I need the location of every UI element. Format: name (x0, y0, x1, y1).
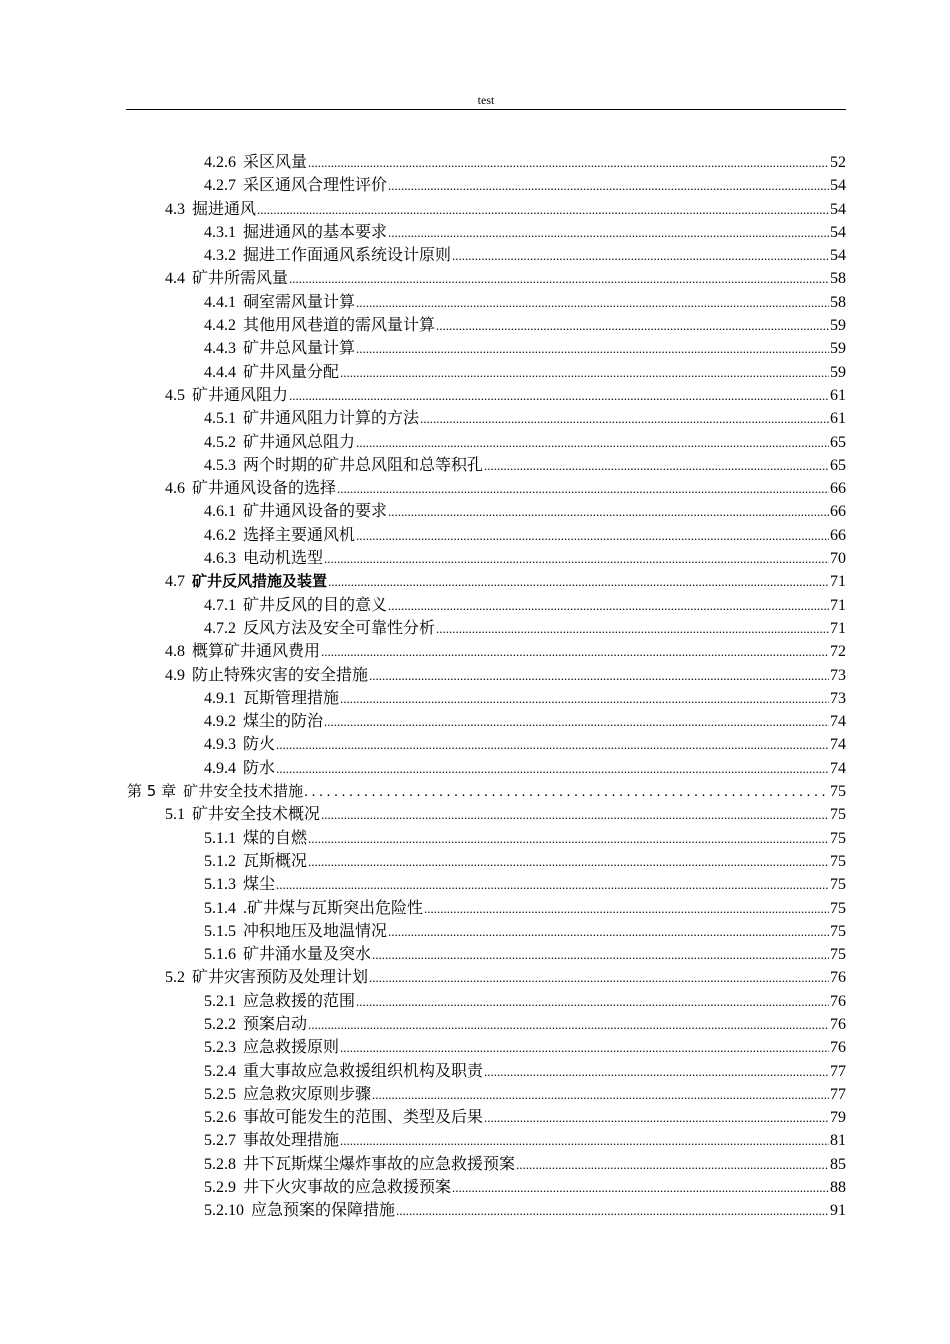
toc-entry-title: 掘进工作面通风系统设计原则 (243, 247, 452, 265)
toc-dot-leader (388, 500, 829, 523)
toc-dot-leader (369, 664, 829, 687)
toc-entry[interactable] (0, 1013, 846, 1036)
toc-entry-title: 矿井通风阻力 (192, 386, 289, 404)
toc-entry-page-number: 66 (830, 526, 846, 544)
toc-entry-title: 重大事故应急救援组织机构及职责 (243, 1062, 484, 1080)
toc-entry-number: 4.8 (165, 643, 185, 661)
toc-dot-leader (356, 990, 829, 1013)
toc-dot-leader (452, 244, 829, 267)
toc-dot-leader (324, 547, 829, 570)
toc-dot-leader (304, 781, 829, 804)
toc-entry-title: 矿井涌水量及突水 (243, 946, 372, 964)
page-header: test (477, 93, 495, 107)
toc-entry-page-number: 61 (830, 410, 846, 428)
toc-entry-title: 防止特殊灾害的安全措施 (192, 666, 369, 684)
toc-entry-title: 掘进通风 (192, 200, 257, 218)
toc-entry-page-number: 75 (830, 806, 846, 824)
toc-dot-leader (424, 897, 829, 920)
toc-entry[interactable] (0, 500, 846, 523)
toc-dot-leader (340, 1129, 829, 1152)
toc-entry-page-number: 61 (830, 386, 846, 404)
toc-entry-number: 5.2.7 (204, 1132, 236, 1150)
toc-entry[interactable] (0, 803, 846, 826)
toc-entry[interactable] (0, 664, 846, 687)
toc-entry-page-number: 52 (830, 154, 846, 171)
toc-entry-title: .矿井煤与瓦斯突出危险性 (243, 899, 424, 917)
toc-entry-title: 瓦斯概况 (243, 852, 308, 870)
toc-dot-leader (484, 1106, 829, 1129)
toc-entry-number: 4.4.4 (204, 363, 236, 381)
toc-entry[interactable] (0, 617, 846, 640)
toc-entry-page-number: 71 (830, 573, 846, 591)
toc-entry-number: 4.3.2 (204, 247, 236, 265)
toc-entry-number: 5.1.6 (204, 946, 236, 964)
toc-entry[interactable] (0, 244, 846, 267)
toc-entry-page-number: 76 (830, 969, 846, 987)
table-of-contents (0, 151, 950, 1223)
toc-entry-page-number: 75 (830, 852, 846, 870)
toc-entry-page-number: 72 (830, 643, 846, 661)
toc-entry[interactable] (0, 943, 846, 966)
toc-entry-page-number: 85 (830, 1155, 846, 1173)
toc-entry-title: 井下火灾事故的应急救援预案 (243, 1179, 452, 1197)
toc-entry-number: 5.2 (165, 969, 185, 987)
toc-entry-number: 4.6.1 (204, 503, 236, 521)
toc-dot-leader (340, 687, 829, 710)
toc-entry[interactable] (0, 1176, 846, 1199)
toc-entry-number: 5.2.9 (204, 1179, 236, 1197)
toc-entry-number: 4.5.3 (204, 456, 236, 474)
toc-entry-page-number: 88 (830, 1179, 846, 1197)
toc-dot-leader (452, 1176, 829, 1199)
toc-dot-leader (388, 920, 829, 943)
toc-entry[interactable] (0, 757, 846, 780)
toc-entry-page-number: 59 (830, 317, 846, 335)
toc-entry-number: 5.1.1 (204, 829, 236, 847)
toc-entry[interactable] (0, 1106, 846, 1129)
toc-entry-title: 概算矿井通风费用 (192, 643, 321, 661)
toc-entry[interactable] (0, 990, 846, 1013)
toc-entry-title: 应急预案的保障措施 (251, 1202, 396, 1220)
toc-entry-number: 5.2.10 (204, 1202, 244, 1220)
toc-dot-leader (388, 174, 829, 197)
toc-entry-page-number: 65 (830, 433, 846, 451)
toc-dot-leader (484, 454, 829, 477)
toc-entry[interactable] (0, 1060, 846, 1083)
toc-entry[interactable] (0, 873, 846, 896)
toc-entry-page-number: 65 (830, 456, 846, 474)
toc-entry-page-number: 73 (830, 666, 846, 684)
toc-entry-number: 4.7.2 (204, 619, 236, 637)
toc-entry-number: 5.1.2 (204, 852, 236, 870)
toc-entry-title: 矿井通风设备的选择 (192, 480, 337, 498)
toc-entry-title: 应急救灾原则步骤 (243, 1085, 372, 1103)
toc-entry-page-number: 77 (830, 1085, 846, 1103)
toc-entry[interactable] (0, 1036, 846, 1059)
toc-entry[interactable] (0, 221, 846, 244)
toc-entry[interactable] (0, 733, 846, 756)
toc-entry-number: 4.7.1 (204, 596, 236, 614)
toc-entry[interactable] (0, 1199, 846, 1222)
toc-entry[interactable] (0, 1083, 846, 1106)
toc-entry-title: 矿井反风的目的意义 (243, 596, 388, 614)
toc-entry[interactable] (0, 314, 846, 337)
toc-dot-leader (308, 827, 829, 850)
toc-entry[interactable] (0, 431, 846, 454)
toc-dot-leader (356, 291, 829, 314)
toc-dot-leader (356, 337, 829, 360)
toc-entry-page-number: 76 (830, 992, 846, 1010)
toc-entry-title: 预案启动 (243, 1015, 308, 1033)
toc-entry-number: 5.2.8 (204, 1155, 236, 1173)
toc-dot-leader (356, 431, 829, 454)
toc-entry[interactable] (0, 850, 846, 873)
toc-entry-title: 矿井通风设备的要求 (243, 503, 388, 521)
header-divider (126, 109, 846, 110)
toc-dot-leader (388, 594, 829, 617)
toc-entry-page-number: 74 (830, 713, 846, 731)
toc-entry-page-number: 54 (830, 223, 846, 241)
toc-entry-page-number: 75 (830, 946, 846, 964)
toc-entry[interactable] (0, 710, 846, 733)
toc-entry-title: 硐室需风量计算 (243, 293, 356, 311)
toc-dot-leader (289, 267, 829, 290)
toc-dot-leader (289, 384, 829, 407)
toc-entry-page-number: 54 (830, 200, 846, 218)
toc-entry-page-number: 75 (830, 876, 846, 894)
toc-entry-number: 4.9.3 (204, 736, 236, 754)
toc-entry-title: 瓦斯管理措施 (243, 689, 340, 707)
toc-entry[interactable] (0, 594, 846, 617)
toc-entry[interactable] (0, 827, 846, 850)
toc-entry-page-number: 70 (830, 550, 846, 568)
toc-entry-title: 矿井安全技术措施 (183, 782, 304, 801)
toc-dot-leader (308, 1013, 829, 1036)
toc-entry-number: 4.5.1 (204, 410, 236, 428)
toc-entry-page-number: 58 (830, 293, 846, 311)
toc-entry-number: 4.4.1 (204, 293, 236, 311)
toc-entry-number: 4.2.6 (204, 154, 236, 171)
toc-dot-leader (321, 640, 829, 663)
toc-entry[interactable] (0, 454, 846, 477)
toc-entry[interactable] (0, 524, 846, 547)
toc-entry-title: 煤尘 (243, 876, 276, 894)
toc-entry-number: 4.6 (165, 480, 185, 498)
toc-entry-number: 5.2.5 (204, 1085, 236, 1103)
toc-dot-leader (308, 151, 829, 174)
toc-dot-leader (484, 1060, 829, 1083)
toc-entry[interactable] (0, 966, 846, 989)
toc-entry-title: 矿井反风措施及装置 (192, 572, 328, 591)
toc-dot-leader (308, 850, 829, 873)
toc-entry-page-number: 54 (830, 177, 846, 195)
toc-dot-leader (372, 1083, 829, 1106)
toc-entry-number: 5.2.3 (204, 1039, 236, 1057)
toc-entry[interactable] (0, 361, 846, 384)
toc-dot-leader (369, 966, 829, 989)
toc-dot-leader (276, 757, 829, 780)
toc-entry-title: 选择主要通风机 (243, 526, 356, 544)
toc-entry-number: 5.1.5 (204, 922, 236, 940)
toc-entry[interactable] (0, 198, 846, 221)
toc-dot-leader (388, 221, 829, 244)
toc-entry[interactable] (0, 920, 846, 943)
toc-entry-number: 5.1.3 (204, 876, 236, 894)
toc-entry-page-number: 58 (830, 270, 846, 288)
toc-entry[interactable] (0, 267, 846, 290)
toc-entry-title: 采区通风合理性评价 (243, 177, 388, 195)
toc-dot-leader (276, 873, 829, 896)
toc-entry-title: 掘进通风的基本要求 (243, 223, 388, 241)
toc-entry-number: 4.4 (165, 270, 185, 288)
toc-dot-leader (340, 361, 829, 384)
toc-entry-title: 矿井风量分配 (243, 363, 340, 381)
toc-entry-number: 5.2.4 (204, 1062, 236, 1080)
toc-entry-page-number: 71 (830, 619, 846, 637)
toc-entry[interactable] (0, 780, 846, 803)
toc-entry[interactable] (0, 291, 846, 314)
toc-entry-number: 5.2.2 (204, 1015, 236, 1033)
toc-entry-title: 冲积地压及地温情况 (243, 922, 388, 940)
toc-entry-title: 防水 (243, 759, 276, 777)
toc-entry[interactable] (0, 1129, 846, 1152)
toc-entry-page-number: 74 (830, 759, 846, 777)
toc-entry-page-number: 54 (830, 247, 846, 265)
toc-dot-leader (396, 1199, 829, 1222)
toc-entry-number: 4.9.2 (204, 713, 236, 731)
toc-entry-page-number: 79 (830, 1109, 846, 1127)
toc-entry-page-number: 74 (830, 736, 846, 754)
toc-entry-page-number: 76 (830, 1039, 846, 1057)
toc-entry-number: 4.6.3 (204, 550, 236, 568)
toc-entry-title: 其他用风巷道的需风量计算 (243, 317, 436, 335)
toc-dot-leader (321, 803, 829, 826)
toc-entry-number: 第 5 章 (127, 782, 177, 801)
toc-dot-leader (436, 617, 829, 640)
toc-entry[interactable] (0, 570, 846, 593)
toc-dot-leader (257, 198, 829, 221)
toc-entry-page-number: 59 (830, 363, 846, 381)
toc-entry-page-number: 77 (830, 1062, 846, 1080)
toc-dot-leader (276, 733, 829, 756)
toc-entry-number: 4.5.2 (204, 433, 236, 451)
toc-entry-title: 矿井通风阻力计算的方法 (243, 410, 420, 428)
toc-entry-title: 煤的自燃 (243, 829, 308, 847)
toc-entry-number: 4.3 (165, 200, 185, 218)
toc-entry-title: 矿井安全技术概况 (192, 806, 321, 824)
toc-entry-page-number: 75 (830, 899, 846, 917)
toc-entry-title: 事故处理措施 (243, 1132, 340, 1150)
toc-entry-number: 4.3.1 (204, 223, 236, 241)
toc-dot-leader (356, 524, 829, 547)
toc-entry[interactable] (0, 337, 846, 360)
toc-entry-title: 应急救援原则 (243, 1039, 340, 1057)
toc-entry-title: 矿井总风量计算 (243, 340, 356, 358)
toc-entry-title: 反风方法及安全可靠性分析 (243, 619, 436, 637)
toc-dot-leader (328, 570, 829, 593)
toc-entry-page-number: 71 (830, 596, 846, 614)
toc-dot-leader (340, 1036, 829, 1059)
toc-entry[interactable] (0, 477, 846, 500)
toc-entry-title: 应急救援的范围 (243, 992, 356, 1010)
toc-entry-title: 井下瓦斯煤尘爆炸事故的应急救援预案 (243, 1155, 516, 1173)
toc-entry-number: 4.7 (165, 573, 185, 591)
toc-entry[interactable] (0, 1153, 846, 1176)
toc-entry-title: 矿井通风总阻力 (243, 433, 356, 451)
toc-entry-page-number: 75 (830, 922, 846, 940)
toc-dot-leader (436, 314, 829, 337)
toc-entry-page-number: 66 (830, 480, 846, 498)
toc-entry-title: 电动机选型 (243, 550, 324, 568)
toc-entry-page-number: 75 (830, 783, 846, 801)
toc-entry-number: 4.4.3 (204, 340, 236, 358)
toc-dot-leader (372, 943, 829, 966)
toc-entry[interactable] (0, 174, 846, 197)
toc-dot-leader (516, 1153, 829, 1176)
toc-entry-title: 防火 (243, 736, 276, 754)
toc-entry-page-number: 91 (830, 1202, 846, 1220)
toc-entry-number: 4.9.4 (204, 759, 236, 777)
toc-dot-leader (337, 477, 829, 500)
toc-entry-number: 5.1 (165, 806, 185, 824)
toc-entry-page-number: 59 (830, 340, 846, 358)
toc-entry-title: 煤尘的防治 (243, 713, 324, 731)
toc-dot-leader (420, 407, 829, 430)
toc-dot-leader (324, 710, 829, 733)
toc-entry-title: 采区风量 (243, 154, 308, 171)
toc-entry-title: 两个时期的矿井总风阻和总等积孔 (243, 456, 484, 474)
toc-entry[interactable] (0, 897, 846, 920)
toc-entry-number: 5.2.6 (204, 1109, 236, 1127)
toc-entry[interactable] (0, 151, 846, 174)
toc-entry[interactable] (0, 687, 846, 710)
toc-entry[interactable] (0, 407, 846, 430)
toc-entry-number: 4.5 (165, 386, 185, 404)
toc-entry[interactable] (0, 547, 846, 570)
toc-entry-number: 4.2.7 (204, 177, 236, 195)
toc-entry[interactable] (0, 384, 846, 407)
toc-entry-number: 4.9 (165, 666, 185, 684)
toc-entry-title: 矿井所需风量 (192, 270, 289, 288)
toc-entry[interactable] (0, 640, 846, 663)
toc-entry-number: 5.2.1 (204, 992, 236, 1010)
toc-entry-page-number: 75 (830, 829, 846, 847)
toc-entry-number: 5.1.4 (204, 899, 236, 917)
toc-entry-page-number: 76 (830, 1015, 846, 1033)
toc-entry-page-number: 73 (830, 689, 846, 707)
toc-entry-number: 4.4.2 (204, 317, 236, 335)
toc-entry-page-number: 81 (830, 1132, 846, 1150)
toc-entry-number: 4.6.2 (204, 526, 236, 544)
toc-entry-title: 事故可能发生的范围、类型及后果 (243, 1109, 484, 1127)
toc-entry-title: 矿井灾害预防及处理计划 (192, 969, 369, 987)
toc-entry-page-number: 66 (830, 503, 846, 521)
toc-entry-number: 4.9.1 (204, 689, 236, 707)
